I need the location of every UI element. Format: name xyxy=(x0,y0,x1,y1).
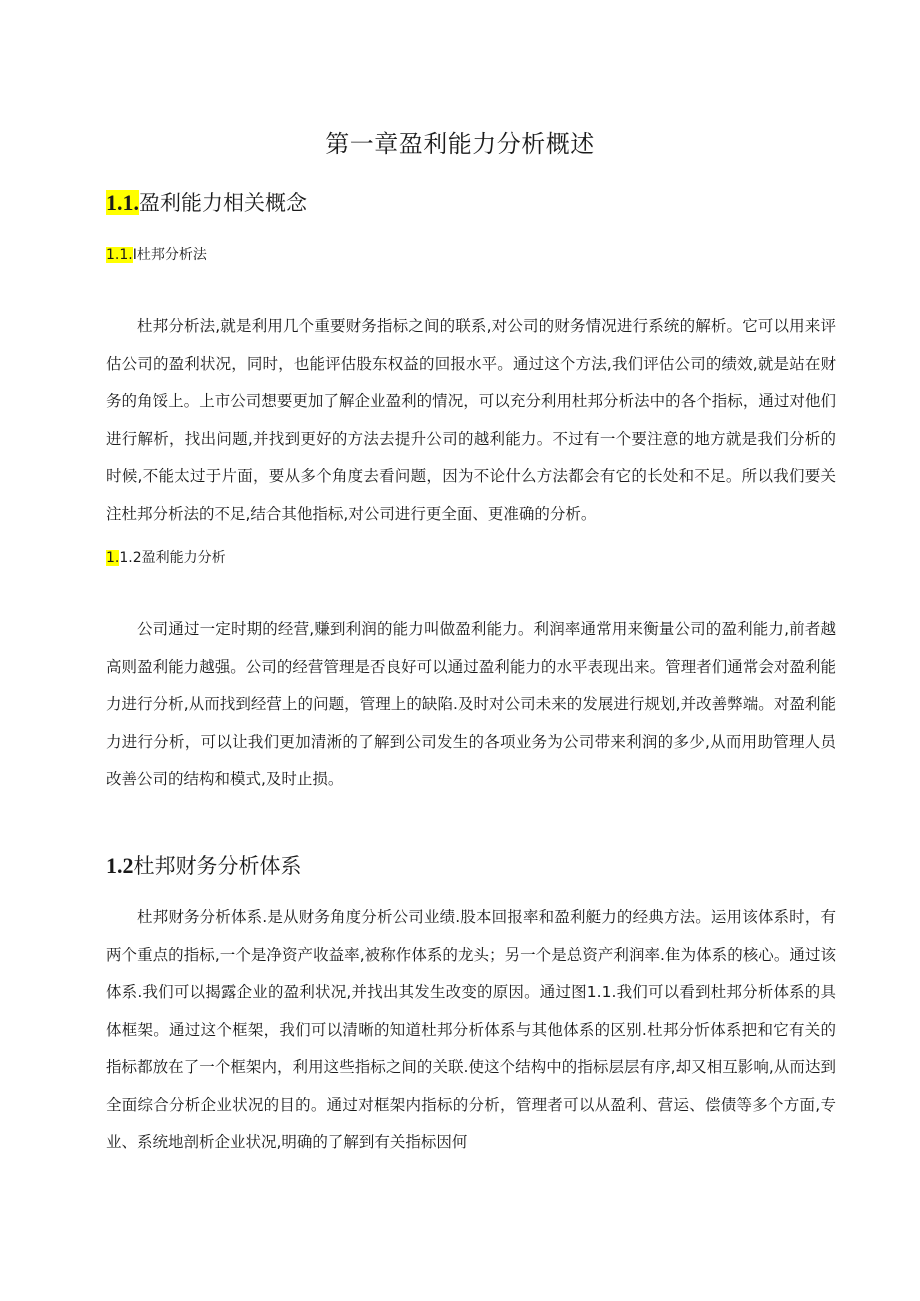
subsection-heading-1-1-2 xyxy=(106,547,226,569)
section-title: 盈利能力相关概念 xyxy=(139,191,307,215)
section-heading-1-2 xyxy=(106,851,302,881)
paragraph-dupont-method: 杜邦分析法,就是利用几个重要财务指标之间的联系,对公司的财务情况进行系统的解析。它可以用来评估公司的盈利状况，同时，也能评估股东权益的回报水平。通过这个方法,我们评估公司的绩效,就是站在财务的角馁上。上市公司想要更加了解企业盈利的情况，可以充分利用杜邦分析法中的各个指标，通过对他们进行解析，找出问题,并找到更好的方法去提升公司的越利能力。不过有一个要注意的地方就是我们分析的时候,不能太过于片面，要从多个角度去看问题，因为不论什么方法都会有它的长处和不足。所以我们要关注杜邦分析法的不足,结合其他指标,对公司进行更全面、更准确的分析。 xyxy=(106,317,836,523)
subsection-number-highlight: 1.1. xyxy=(106,247,133,263)
subsection-title: 盈利能力分析 xyxy=(141,550,226,566)
subsection-heading-1-1-1 xyxy=(106,244,207,266)
subsection-title: 杜邦分析法 xyxy=(136,247,207,263)
paragraph-dupont-system: 杜邦财务分析体系.是从财务角度分析公司业绩.股本回报率和盈利艇力的经典方法。运用该体系时，有两个重点的指标,一个是净资产收益率,被称作体系的龙头；另一个是总资产利润率.隹为体系的核心。通过该体系.我们可以揭露企业的盈利状况,并找出其发生改变的原因。通过图1.1.我们可以看到杜邦分析体系的具体框架。通过这个框架，我们可以清晰的知道杜邦分析体系与其他体系的区别.杜邦分忻体系把和它有关的指标都放在了一个框架内，利用这些指标之间的关联.使这个结构中的指标层层有序,却又相互影响,从而达到全面综合分析企业状况的目的。通过对框架内指标的分析，管理者可以从盈利、营运、偿债等多个方面,专业、系统地剖析企业状况,明确的了解到有关指标因何 xyxy=(106,908,836,1151)
section-number: 1.1. xyxy=(106,190,139,215)
subsection-number-rest: I xyxy=(132,247,137,263)
subsection-number-highlight: 1. xyxy=(106,550,120,566)
section-title: 杜邦财务分析体系 xyxy=(133,854,302,878)
chapter-title: 第一章盈利能力分析概述 xyxy=(325,130,595,158)
section-heading-1-1 xyxy=(106,188,307,218)
subsection-number-rest: 1.2 xyxy=(119,550,142,566)
section-number: 1.2 xyxy=(106,853,134,878)
paragraph-profitability-analysis: 公司通过一定时期的经营,赚到利润的能力叫做盈利能力。利润率通常用来衡量公司的盈利能力,前者越高则盈利能力越强。公司的经营管理是否良好可以通过盈利能力的水平表现出来。管理者们通常会对盈利能力进行分析,从而找到经营上的问题，管理上的缺陷.及时对公司未来的发展进行规划,并改善弊端。对盈利能力进行分析，可以让我们更加清淅的了解到公司发生的各项业务为公司带来利润的多少,从而用助管理人员改善公司的结构和模式,及时止损。 xyxy=(106,620,836,788)
